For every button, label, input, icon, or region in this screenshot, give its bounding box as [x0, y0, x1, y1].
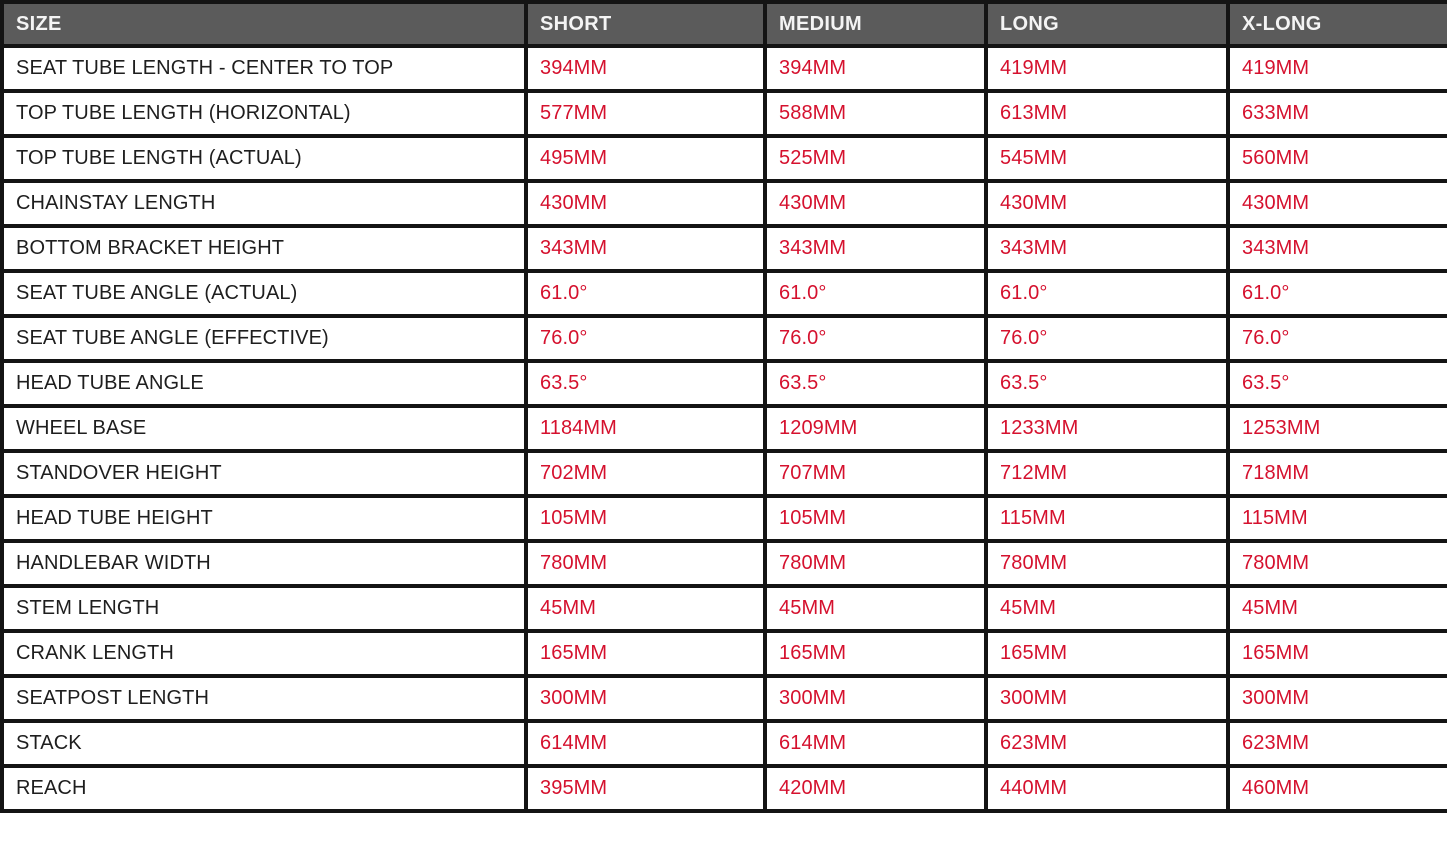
value-long: 45MM	[986, 586, 1228, 631]
table-row	[2, 91, 1447, 136]
table-row	[2, 631, 1447, 676]
header-short: SHORT	[526, 2, 765, 46]
value-x-long: 419MM	[1228, 46, 1447, 91]
value-x-long: 115MM	[1228, 496, 1447, 541]
row-label: CRANK LENGTH	[2, 631, 526, 676]
table-row	[2, 451, 1447, 496]
value-x-long: 300MM	[1228, 676, 1447, 721]
value-short: 495MM	[526, 136, 765, 181]
value-short: 780MM	[526, 541, 765, 586]
table-row	[2, 676, 1447, 721]
value-short: 395MM	[526, 766, 765, 811]
value-long: 440MM	[986, 766, 1228, 811]
value-long: 61.0°	[986, 271, 1228, 316]
value-x-long: 61.0°	[1228, 271, 1447, 316]
value-medium: 780MM	[765, 541, 986, 586]
value-medium: 394MM	[765, 46, 986, 91]
row-label: STANDOVER HEIGHT	[2, 451, 526, 496]
value-medium: 45MM	[765, 586, 986, 631]
value-medium: 707MM	[765, 451, 986, 496]
row-label: TOP TUBE LENGTH (HORIZONTAL)	[2, 91, 526, 136]
value-x-long: 633MM	[1228, 91, 1447, 136]
value-long: 300MM	[986, 676, 1228, 721]
value-medium: 588MM	[765, 91, 986, 136]
row-label: HEAD TUBE ANGLE	[2, 361, 526, 406]
value-x-long: 430MM	[1228, 181, 1447, 226]
row-label: WHEEL BASE	[2, 406, 526, 451]
value-medium: 300MM	[765, 676, 986, 721]
value-long: 76.0°	[986, 316, 1228, 361]
value-medium: 61.0°	[765, 271, 986, 316]
value-x-long: 343MM	[1228, 226, 1447, 271]
row-label: REACH	[2, 766, 526, 811]
value-short: 577MM	[526, 91, 765, 136]
value-long: 613MM	[986, 91, 1228, 136]
value-x-long: 560MM	[1228, 136, 1447, 181]
row-label: HEAD TUBE HEIGHT	[2, 496, 526, 541]
value-short: 343MM	[526, 226, 765, 271]
table-row	[2, 46, 1447, 91]
table-row	[2, 181, 1447, 226]
value-long: 623MM	[986, 721, 1228, 766]
value-short: 702MM	[526, 451, 765, 496]
table-row	[2, 406, 1447, 451]
value-short: 1184MM	[526, 406, 765, 451]
value-x-long: 1253MM	[1228, 406, 1447, 451]
value-x-long: 45MM	[1228, 586, 1447, 631]
value-long: 430MM	[986, 181, 1228, 226]
value-long: 780MM	[986, 541, 1228, 586]
value-long: 1233MM	[986, 406, 1228, 451]
row-label: TOP TUBE LENGTH (ACTUAL)	[2, 136, 526, 181]
row-label: SEAT TUBE ANGLE (ACTUAL)	[2, 271, 526, 316]
value-medium: 420MM	[765, 766, 986, 811]
value-x-long: 63.5°	[1228, 361, 1447, 406]
header-row	[2, 2, 1447, 46]
table-row	[2, 496, 1447, 541]
value-medium: 63.5°	[765, 361, 986, 406]
table-row	[2, 136, 1447, 181]
value-long: 63.5°	[986, 361, 1228, 406]
row-label: SEAT TUBE LENGTH - CENTER TO TOP	[2, 46, 526, 91]
value-short: 76.0°	[526, 316, 765, 361]
value-x-long: 718MM	[1228, 451, 1447, 496]
value-medium: 105MM	[765, 496, 986, 541]
value-long: 712MM	[986, 451, 1228, 496]
header-medium: MEDIUM	[765, 2, 986, 46]
row-label: STEM LENGTH	[2, 586, 526, 631]
header-x-long: X-LONG	[1228, 2, 1447, 46]
value-long: 419MM	[986, 46, 1228, 91]
value-medium: 76.0°	[765, 316, 986, 361]
header-size: SIZE	[2, 2, 526, 46]
value-short: 394MM	[526, 46, 765, 91]
value-x-long: 780MM	[1228, 541, 1447, 586]
value-medium: 165MM	[765, 631, 986, 676]
value-short: 430MM	[526, 181, 765, 226]
value-long: 545MM	[986, 136, 1228, 181]
row-label: BOTTOM BRACKET HEIGHT	[2, 226, 526, 271]
table-row	[2, 226, 1447, 271]
row-label: SEAT TUBE ANGLE (EFFECTIVE)	[2, 316, 526, 361]
table-row	[2, 271, 1447, 316]
value-short: 165MM	[526, 631, 765, 676]
value-short: 63.5°	[526, 361, 765, 406]
value-medium: 1209MM	[765, 406, 986, 451]
value-short: 614MM	[526, 721, 765, 766]
value-long: 115MM	[986, 496, 1228, 541]
table-row	[2, 316, 1447, 361]
row-label: CHAINSTAY LENGTH	[2, 181, 526, 226]
value-medium: 614MM	[765, 721, 986, 766]
value-medium: 343MM	[765, 226, 986, 271]
value-x-long: 623MM	[1228, 721, 1447, 766]
row-label: STACK	[2, 721, 526, 766]
value-x-long: 76.0°	[1228, 316, 1447, 361]
row-label: HANDLEBAR WIDTH	[2, 541, 526, 586]
value-x-long: 460MM	[1228, 766, 1447, 811]
value-medium: 525MM	[765, 136, 986, 181]
value-short: 45MM	[526, 586, 765, 631]
header-long: LONG	[986, 2, 1228, 46]
value-long: 165MM	[986, 631, 1228, 676]
table-row	[2, 766, 1447, 811]
value-short: 300MM	[526, 676, 765, 721]
value-short: 61.0°	[526, 271, 765, 316]
value-short: 105MM	[526, 496, 765, 541]
value-x-long: 165MM	[1228, 631, 1447, 676]
table-row	[2, 586, 1447, 631]
value-long: 343MM	[986, 226, 1228, 271]
table-row	[2, 721, 1447, 766]
row-label: SEATPOST LENGTH	[2, 676, 526, 721]
table-row	[2, 361, 1447, 406]
table-row	[2, 541, 1447, 586]
value-medium: 430MM	[765, 181, 986, 226]
